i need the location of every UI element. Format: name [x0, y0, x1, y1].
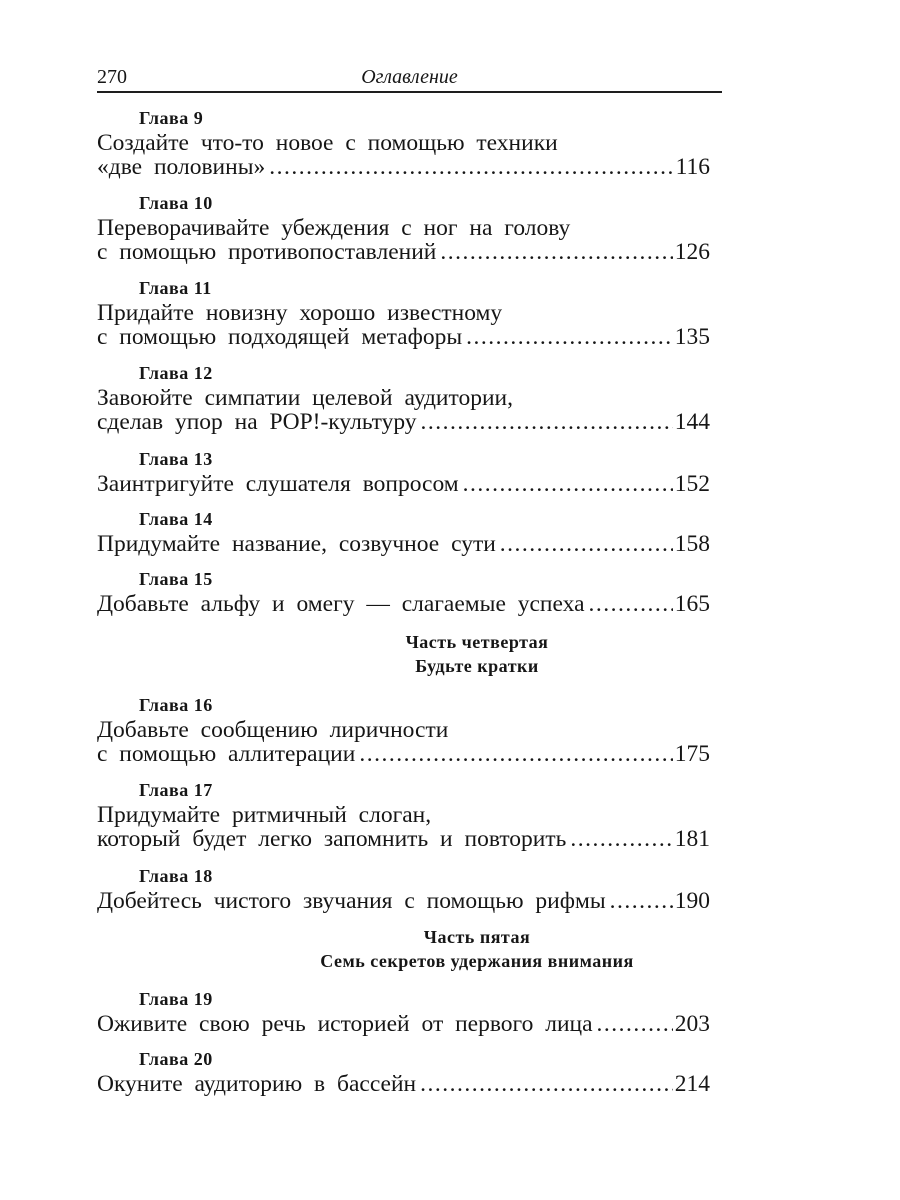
chapter-label: Глава 16	[139, 695, 213, 715]
entry-title-text: сделав упор на POP!-культуру	[97, 409, 417, 435]
entry-title-lastline	[97, 155, 710, 179]
dot-leader	[597, 1012, 673, 1036]
running-title: Оглавление	[361, 66, 458, 88]
entry-title-text: с помощью подходящей метафоры	[97, 324, 463, 350]
page-number: 270	[97, 66, 127, 88]
page-reference: 181	[674, 826, 710, 852]
running-head	[97, 60, 722, 93]
page-reference: 144	[674, 409, 710, 435]
part-heading-five	[97, 925, 857, 973]
chapter-label: Глава 19	[139, 989, 213, 1009]
chapter-label: Глава 18	[139, 866, 213, 886]
toc-entry-chapter-14[interactable]	[97, 509, 710, 556]
entry-title-lastline	[97, 742, 710, 766]
entry-title-text: который будет легко запомнить и повторить	[97, 826, 567, 852]
entry-title-line: Переворачивайте убеждения с ног на голову	[97, 215, 571, 241]
entry-title-lastline	[97, 1012, 710, 1036]
entry-title	[97, 216, 710, 264]
chapter-label: Глава 11	[139, 278, 212, 298]
toc-entry-chapter-12[interactable]	[97, 363, 710, 434]
dot-leader	[610, 889, 673, 913]
entry-title	[97, 386, 710, 434]
entry-title-text: Придумайте название, созвучное сути	[97, 531, 496, 557]
entry-title	[97, 472, 710, 496]
toc-entry-chapter-20[interactable]	[97, 1049, 710, 1096]
page-reference: 175	[674, 741, 710, 767]
entry-title	[97, 718, 710, 766]
dot-leader	[269, 155, 673, 179]
part-number: Часть пятая	[423, 927, 531, 947]
entry-title-text: «две половины»	[97, 154, 266, 180]
chapter-label: Глава 13	[139, 449, 213, 469]
entry-title-lastline	[97, 472, 710, 496]
entry-title	[97, 131, 710, 179]
toc-entry-chapter-11[interactable]	[97, 278, 710, 349]
entry-title-lastline	[97, 827, 710, 851]
chapter-label: Глава 14	[139, 509, 213, 529]
entry-title-lastline	[97, 889, 710, 913]
entry-title-lastline	[97, 410, 710, 434]
dot-leader	[440, 240, 672, 264]
entry-title	[97, 301, 710, 349]
entry-title-lastline	[97, 592, 710, 616]
toc-entry-chapter-16[interactable]	[97, 695, 710, 766]
dot-leader	[466, 325, 673, 349]
chapter-label: Глава 12	[139, 363, 213, 383]
entry-title-text: Оживите свою речь историей от первого лица	[97, 1011, 593, 1037]
page-reference: 190	[674, 888, 710, 914]
page-reference: 152	[674, 471, 710, 497]
chapter-label: Глава 15	[139, 569, 213, 589]
part-title: Будьте кратки	[415, 656, 539, 676]
toc-entry-chapter-9[interactable]	[97, 108, 710, 179]
entry-title-text: Заинтригуйте слушателя вопросом	[97, 471, 459, 497]
dot-leader	[500, 532, 673, 556]
entry-title-lastline	[97, 1072, 710, 1096]
page-reference: 135	[674, 324, 710, 350]
entry-title-line: Завоюйте симпатии целевой аудитории,	[97, 385, 513, 411]
entry-title-text: Добейтесь чистого звучания с помощью рифмы	[97, 888, 606, 914]
entry-title	[97, 1012, 710, 1036]
toc-page	[97, 60, 722, 1150]
part-title: Семь секретов удержания внимания	[320, 951, 634, 971]
chapter-label: Глава 10	[139, 193, 213, 213]
page-reference: 158	[674, 531, 710, 557]
entry-title-text: Окуните аудиторию в бассейн	[97, 1071, 417, 1097]
toc-entry-chapter-10[interactable]	[97, 193, 710, 264]
entry-title	[97, 803, 710, 851]
part-number: Часть четвертая	[405, 632, 549, 652]
entry-title-line: Придайте новизну хорошо известному	[97, 300, 503, 326]
entry-title	[97, 532, 710, 556]
entry-title-line: Добавьте сообщению лиричности	[97, 717, 449, 743]
entry-title-text: с помощью противопоставлений	[97, 239, 437, 265]
dot-leader	[359, 742, 672, 766]
dot-leader	[463, 472, 673, 496]
chapter-label: Глава 20	[139, 1049, 213, 1069]
entry-title-text: с помощью аллитерации	[97, 741, 356, 767]
entry-title	[97, 1072, 710, 1096]
entry-title-lastline	[97, 325, 710, 349]
entry-title-lastline	[97, 532, 710, 556]
chapter-label: Глава 9	[139, 108, 204, 128]
toc-entry-chapter-19[interactable]	[97, 989, 710, 1036]
dot-leader	[589, 592, 673, 616]
entry-title-line: Создайте что-то новое с помощью техники	[97, 130, 558, 156]
page-reference: 126	[674, 239, 710, 265]
entry-title	[97, 889, 710, 913]
part-heading-four	[97, 630, 857, 678]
entry-title-lastline	[97, 240, 710, 264]
chapter-label: Глава 17	[139, 780, 213, 800]
page-reference: 214	[674, 1071, 710, 1097]
entry-title	[97, 592, 710, 616]
entry-title-line: Придумайте ритмичный слоган,	[97, 802, 432, 828]
dot-leader	[570, 827, 672, 851]
toc-entry-chapter-17[interactable]	[97, 780, 710, 851]
toc-entry-chapter-15[interactable]	[97, 569, 710, 616]
page-reference: 165	[674, 591, 710, 617]
dot-leader	[420, 1072, 673, 1096]
page-reference: 203	[674, 1011, 710, 1037]
entry-title-text: Добавьте альфу и омегу — слагаемые успеха	[97, 591, 585, 617]
toc-entry-chapter-18[interactable]	[97, 866, 710, 913]
dot-leader	[421, 410, 673, 434]
page-reference: 116	[675, 154, 710, 180]
toc-entry-chapter-13[interactable]	[97, 449, 710, 496]
